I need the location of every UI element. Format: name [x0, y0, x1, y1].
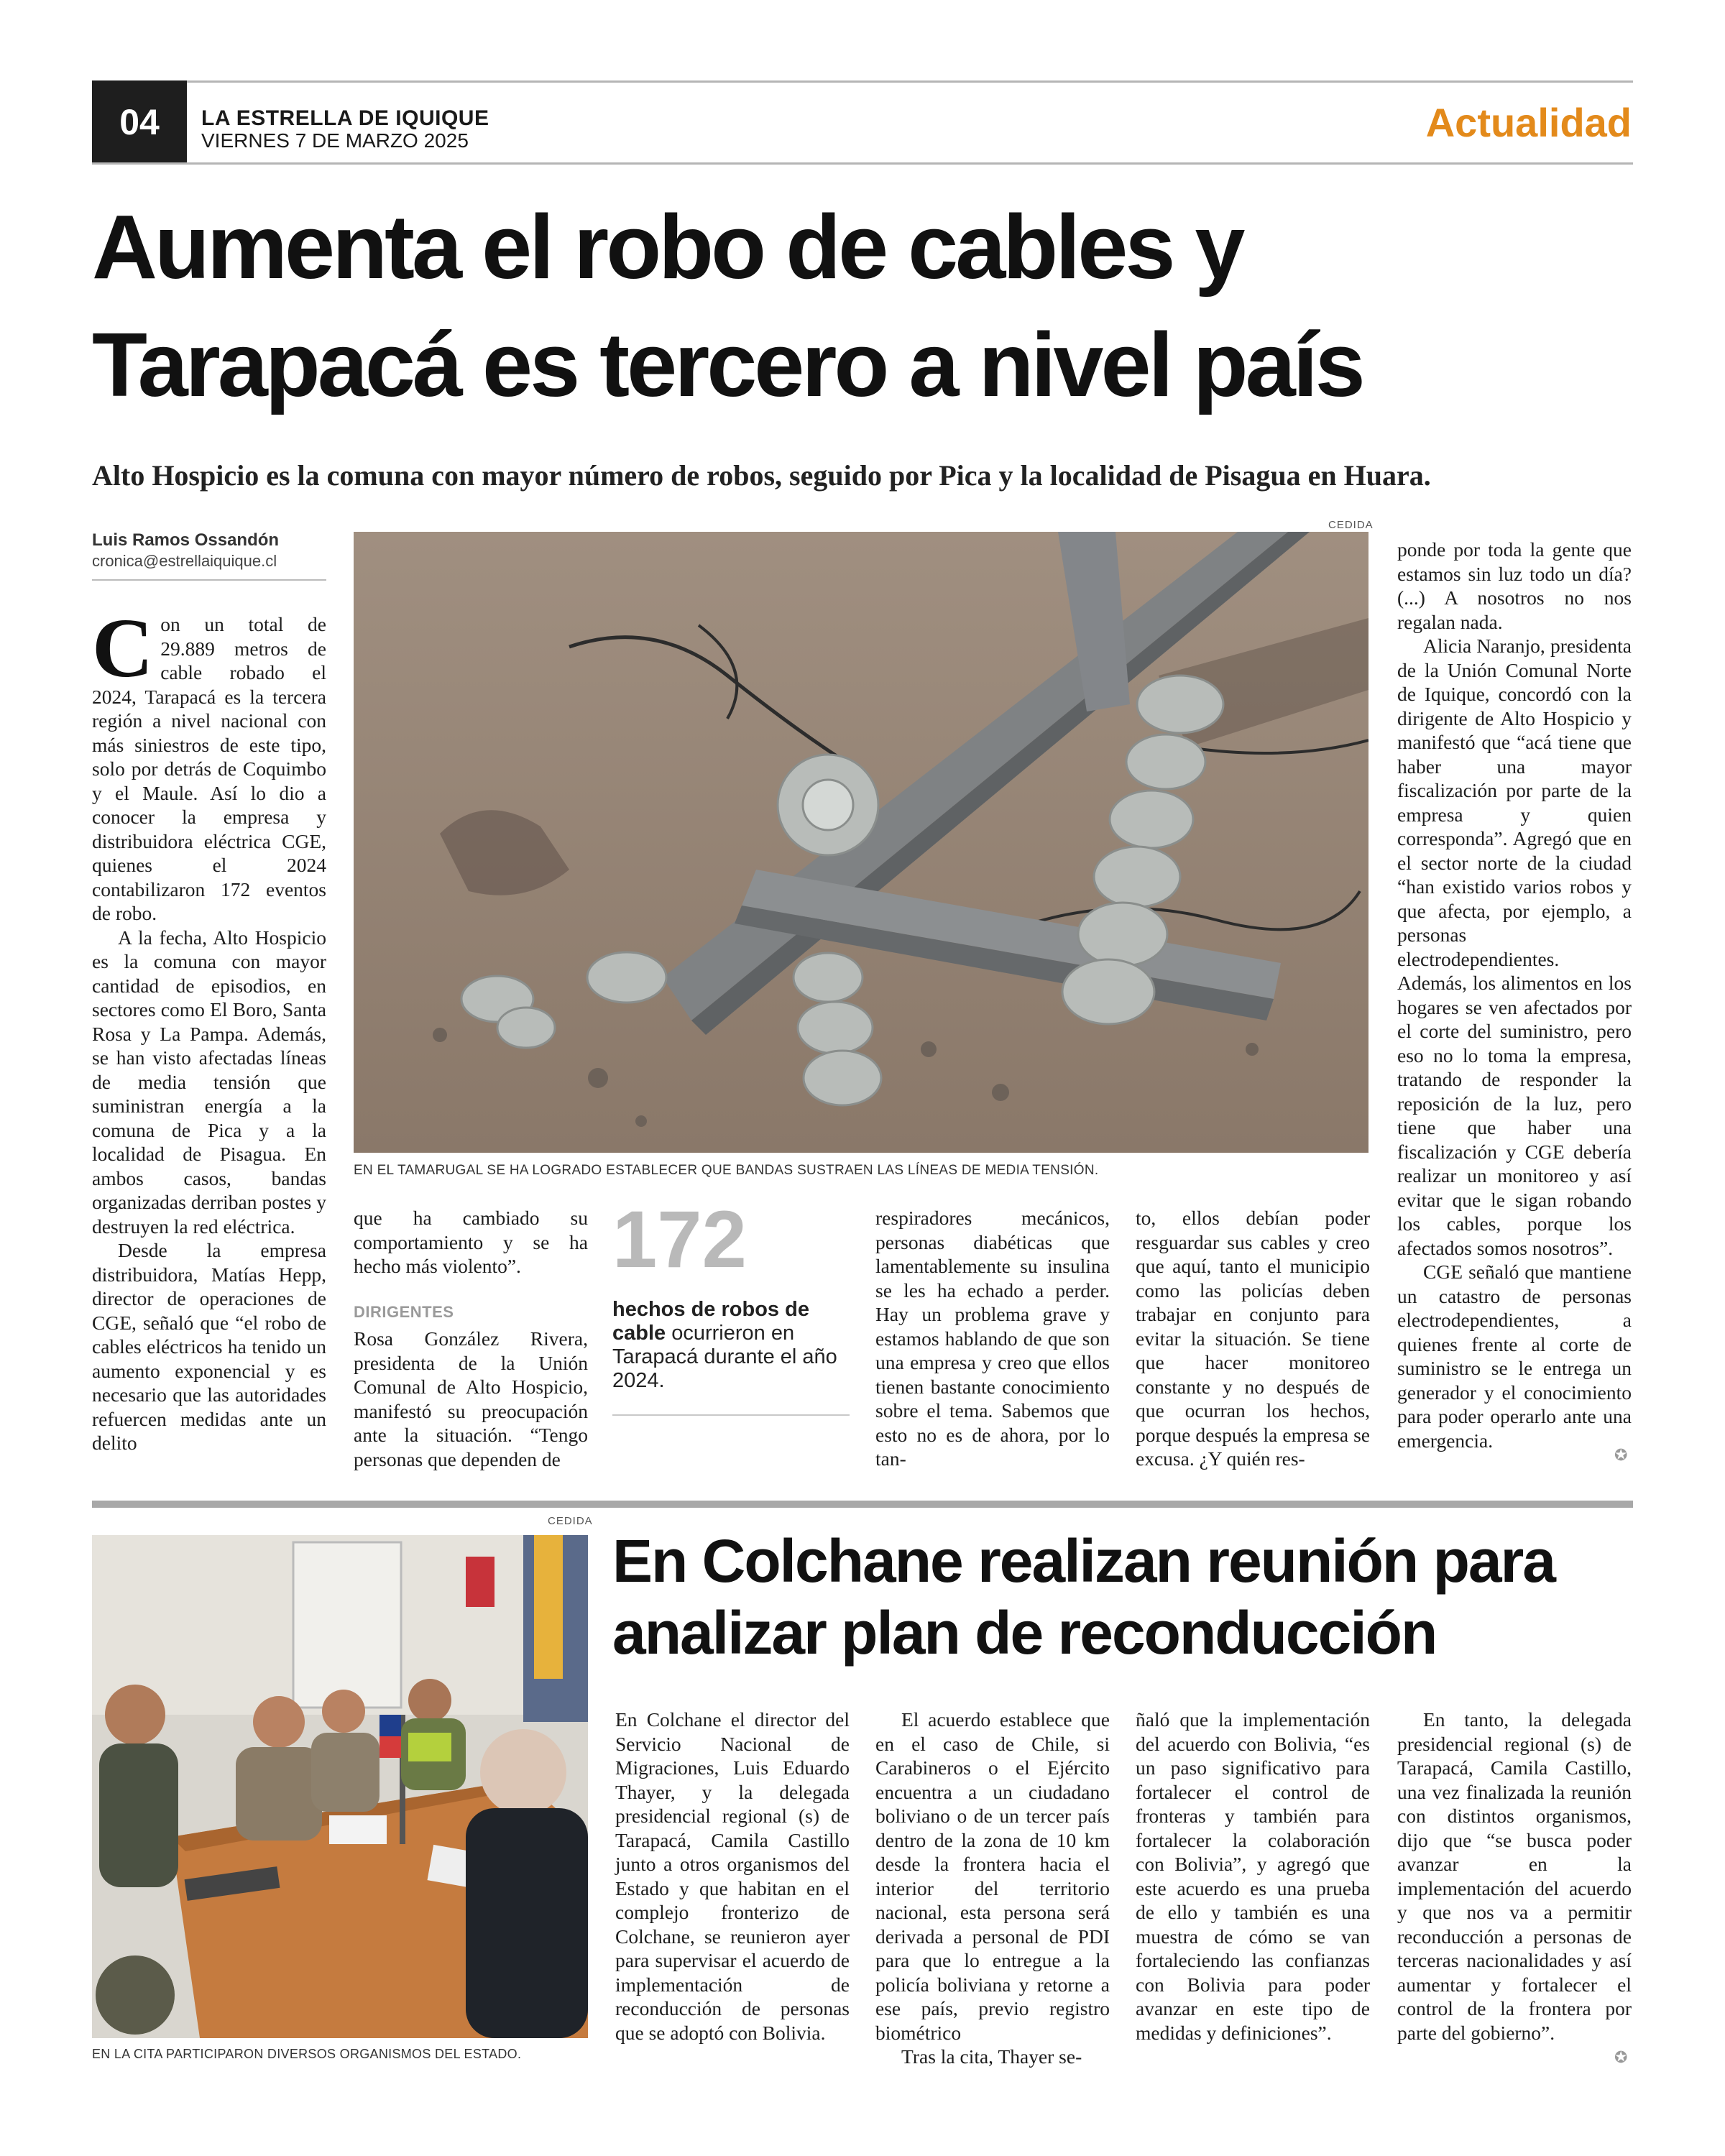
- fact-number: 172: [612, 1194, 747, 1284]
- fact-box: [612, 1298, 850, 1393]
- header-bottom-rule: [92, 162, 1633, 165]
- article2-headline-line2: analizar plan de reconducción: [612, 1599, 1437, 1667]
- article2-column-3: [1136, 1708, 1370, 2045]
- article1-paragraph: Rosa González Rivera, presidenta de la Unión Comunal de Alto Hospicio, manifestó su preocupación ante la situación. “Tengo personas que dependen de: [354, 1327, 588, 1470]
- article-divider: [92, 1501, 1633, 1508]
- pole-insulators-image: [354, 532, 1368, 1153]
- newspaper-name: LA ESTRELLA DE IQUIQUE: [201, 106, 489, 130]
- photo1-credit: CEDIDA: [1328, 519, 1374, 531]
- article1-headline: [92, 188, 1633, 424]
- article1-paragraph: to, ellos debían poder resguardar sus cables y creo que aquí, tanto el municipio como las policías deben trabajar en conjunto para evitar la situación. Se tiene que hacer monitoreo constante y no después de que ocurran los hechos, porque después la empresa se excusa. ¿Y quién res-: [1136, 1207, 1370, 1470]
- author-email: cronica@estrellaiquique.cl: [92, 552, 277, 570]
- photo2-caption: EN LA CITA PARTICIPARON DIVERSOS ORGANISMOS DEL ESTADO.: [92, 2047, 522, 2061]
- article2-paragraph: Tras la cita, Thayer se-: [901, 2045, 1082, 2068]
- fact-bold-text: hechos de robos de cable: [612, 1298, 809, 1345]
- article2-column-2: [875, 1708, 1110, 2069]
- article1-paragraph: A la fecha, Alto Hospicio es la comuna con mayor cantidad de episodios, en sectores como El Boro, Santa Rosa y La Pampa. Además, se han visto afectadas líneas de media tensión que suministran energía a la comuna de Pica y a la localidad de Pisagua. En ambos casos, bandas organizadas derriban postes y destruyen la red eléctrica.: [92, 926, 326, 1238]
- dirigentes-label: DIRIGENTES: [354, 1302, 454, 1321]
- dropcap: C: [92, 601, 154, 695]
- article1-paragraph: CGE señaló que mantiene un catastro de personas electrodependientes, a quienes frente al corte de suministro se le entrega un generador y el conocimiento para poder operarlo ante una emergencia.: [1397, 1261, 1632, 1452]
- article1-column-4: [1136, 1206, 1370, 1471]
- article2-paragraph: El acuerdo establece que en el caso de Chile, si Carabineros o el Ejército encuentra a un ciudadano boliviano o de un tercer país dentro de la zona de 10 km desde la frontera hacia el interior del territorio nacional, esta persona será derivada a personal de PDI para que lo entregue a la policía boliviana y retorne a ese país, previo registro biométrico: [875, 1708, 1110, 2044]
- article2-headline: [612, 1525, 1633, 1669]
- article1-subhead: Alto Hospicio es la comuna con mayor número de robos, seguido por Pica y la localidad de Pisagua en Huara.: [92, 459, 1431, 492]
- photo1-caption: EN EL TAMARUGAL SE HA LOGRADO ESTABLECER QUE BANDAS SUSTRAEN LAS LÍNEAS DE MEDIA TENSIÓN.: [354, 1163, 1099, 1178]
- fact-text: ocurrieron en Tarapacá durante el año 2024.: [612, 1322, 837, 1392]
- article1-paragraph: [92, 601, 326, 926]
- article1-column-5: [1397, 538, 1632, 1452]
- author-name: Luis Ramos Ossandón: [92, 530, 280, 550]
- article1-column-2: [354, 1206, 588, 1471]
- article2-column-1: [615, 1708, 850, 2045]
- article1-column-1: [92, 601, 326, 1455]
- article1-paragraph: que ha cambiado su comportamiento y se ha hecho más violento”.: [354, 1207, 588, 1277]
- header-top-rule: [92, 80, 1633, 83]
- meeting-photo: [92, 1535, 588, 2038]
- meeting-room-image: [92, 1535, 588, 2038]
- end-mark-icon: ✪: [1614, 1446, 1628, 1464]
- article1-paragraph: respiradores mecánicos, personas diabéticas que lamentablemente su insulina se les ha echado a perder. Hay un problema grave y estamos hablando de que son una empresa y creo que ellos tienen bastante conocimiento sobre el tema. Sabemos que esto no es de ahora, por lo tan-: [875, 1207, 1110, 1470]
- article1-col1-text: on un total de 29.889 metros de cable robado el 2024, Tarapacá es la tercera región a nivel nacional con más siniestros de este tipo, solo por detrás de Coquimbo y el Maule. Así lo dio a conocer la empresa y distribuidora eléctrica CGE, quienes el 2024 contabilizaron 172 eventos de robo.: [92, 613, 326, 924]
- article1-headline-line2: Tarapacá es tercero a nivel país: [92, 314, 1363, 415]
- article1-headline-line1: Aumenta el robo de cables y: [92, 196, 1243, 298]
- article1-paragraph: Desde la empresa distribuidora, Matías Hepp, director de operaciones de CGE, señaló que “el robo de cables eléctricos ha tenido un aumento exponencial y es necesario que las autoridades refuercen medidas ante un delito: [92, 1239, 326, 1454]
- article1-column-3: [875, 1206, 1110, 1471]
- article1-paragraph: ponde por toda la gente que estamos sin luz todo un día? (...) A nosotros no nos regalan nada.: [1397, 538, 1632, 633]
- article2-paragraph: En tanto, la delegada presidencial regional (s) de Tarapacá, Camila Castillo, una vez finalizada la reunión con distintos organismos, dijo que “se busca poder avanzar en la implementación del acuerdo y que nos va a permitir reconducción a personas de terceras nacionalidades y así aumentar y fortalecer el control de la frontera por parte del gobierno”.: [1397, 1708, 1632, 2044]
- article2-column-4: [1397, 1708, 1632, 2045]
- cable-theft-photo: [354, 532, 1368, 1153]
- article1-paragraph: Alicia Naranjo, presidenta de la Unión Comunal Norte de Iquique, concordó con la dirigente de Alto Hospicio y manifestó que “acá tiene que haber una mayor fiscalización por parte de la empresa y quien corresponda”. Agregó que en el sector norte de la ciudad “han existido varios robos y que afecta, por ejemplo, a personas electrodependientes. Además, los alimentos en los hogares se ven afectados por el corte del suministro, pero eso no lo toma la empresa, tratando de responder la reposición de la luz, pero tiene que haber una fiscalización y CGE debería realizar un monitoreo y así evitar que le sigan robando los cables, porque los afectados somos nosotros”.: [1397, 635, 1632, 1259]
- end-mark-icon: ✪: [1614, 2048, 1628, 2066]
- article2-paragraph: En Colchane el director del Servicio Nacional de Migraciones, Luis Eduardo Thayer, y la delegada presidencial regional (s) de Tarapacá, Camila Castillo junto a otros organismos del Estado y que habitan en el complejo fronterizo de Colchane, se reunieron ayer para supervisar el acuerdo de implementación de reconducción de personas que se adoptó con Bolivia.: [615, 1708, 850, 2044]
- photo2-credit: CEDIDA: [548, 1515, 593, 1527]
- page-number: 04: [92, 80, 187, 164]
- publication-date: VIERNES 7 DE MARZO 2025: [201, 129, 469, 152]
- byline-rule: [92, 579, 326, 581]
- fact-box-rule: [612, 1414, 850, 1416]
- article2-headline-line1: En Colchane realizan reunión para: [612, 1527, 1555, 1595]
- section-label: Actualidad: [1425, 100, 1632, 145]
- article2-paragraph: ñaló que la implementación del acuerdo con Bolivia, “es un paso significativo para fortalecer el control de fronteras y también para fortalecer la colaboración con Bolivia”, y agregó que este acuerdo es una prueba de ello y también es una muestra de cómo se van fortaleciendo las confianzas con Bolivia para poder avanzar en este tipo de medidas y definiciones”.: [1136, 1708, 1370, 2044]
